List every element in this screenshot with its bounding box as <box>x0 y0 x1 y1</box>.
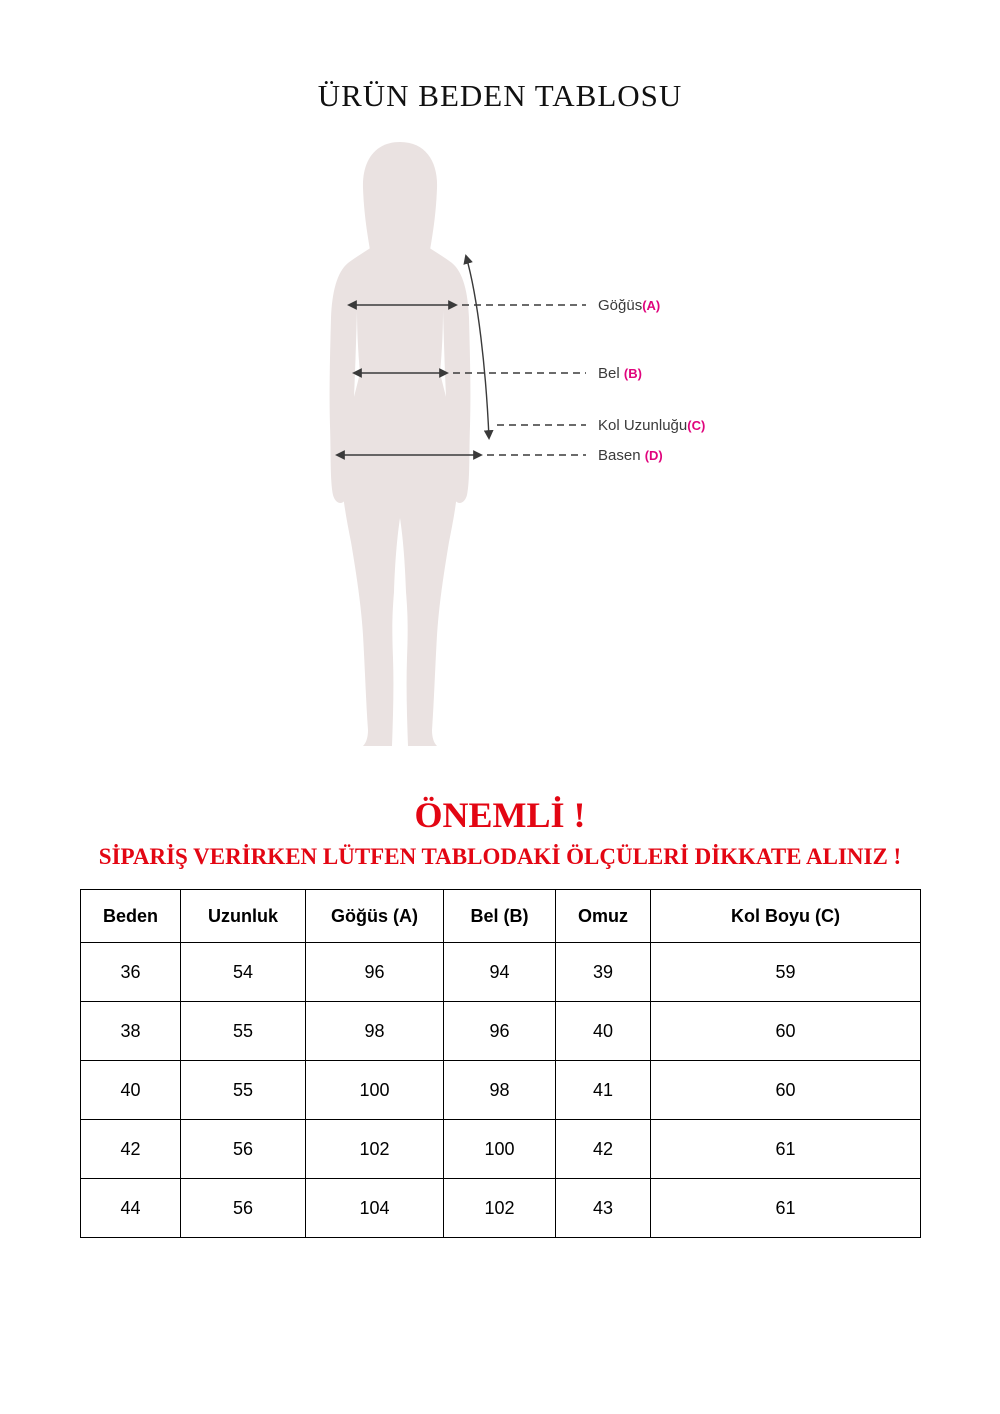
table-cell: 94 <box>444 943 556 1002</box>
measurement-letter: (C) <box>687 418 706 433</box>
table-cell: 60 <box>651 1061 921 1120</box>
measurement-label-arm <box>598 417 705 434</box>
table-row <box>81 1179 921 1238</box>
measurement-letter: (A) <box>642 298 661 313</box>
size-table-wrapper <box>80 889 920 1238</box>
table-row <box>81 1002 921 1061</box>
measurement-label-text: Kol Uzunluğu <box>598 417 688 434</box>
table-cell: 40 <box>81 1061 181 1120</box>
body-diagram-svg <box>0 130 1000 770</box>
measurement-label-text: Göğüs <box>598 297 643 314</box>
table-cell: 59 <box>651 943 921 1002</box>
order-warning-text: SİPARİŞ VERİRKEN LÜTFEN TABLODAKİ ÖLÇÜLERİ DİKKATE ALINIZ ! <box>98 844 902 869</box>
measurement-label-hip <box>598 447 663 464</box>
measurement-label-waist <box>598 365 642 382</box>
table-cell: 55 <box>181 1002 306 1061</box>
table-cell: 104 <box>306 1179 444 1238</box>
column-header: Uzunluk <box>181 890 306 943</box>
table-cell: 102 <box>444 1179 556 1238</box>
table-cell: 60 <box>651 1002 921 1061</box>
important-heading: ÖNEMLİ ! <box>414 795 586 835</box>
column-header: Beden <box>81 890 181 943</box>
body-silhouette-body <box>330 236 471 746</box>
column-header: Kol Boyu (C) <box>651 890 921 943</box>
size-table <box>80 889 921 1238</box>
table-cell: 43 <box>556 1179 651 1238</box>
table-row <box>81 1061 921 1120</box>
table-cell: 61 <box>651 1179 921 1238</box>
table-cell: 96 <box>306 943 444 1002</box>
table-cell: 44 <box>81 1179 181 1238</box>
measurement-label-text: Basen <box>598 447 645 464</box>
column-header: Omuz <box>556 890 651 943</box>
table-cell: 40 <box>556 1002 651 1061</box>
table-cell: 102 <box>306 1120 444 1179</box>
page-title: ÜRÜN BEDEN TABLOSU <box>317 78 683 113</box>
table-cell: 36 <box>81 943 181 1002</box>
table-cell: 98 <box>306 1002 444 1061</box>
size-table-header <box>81 890 921 943</box>
table-cell: 100 <box>306 1061 444 1120</box>
table-cell: 96 <box>444 1002 556 1061</box>
table-cell: 41 <box>556 1061 651 1120</box>
table-row <box>81 1120 921 1179</box>
measurement-label-text: Bel <box>598 365 624 382</box>
table-cell: 42 <box>556 1120 651 1179</box>
table-cell: 39 <box>556 943 651 1002</box>
table-cell: 42 <box>81 1120 181 1179</box>
measurement-letter: (D) <box>644 448 663 463</box>
table-cell: 55 <box>181 1061 306 1120</box>
table-cell: 56 <box>181 1179 306 1238</box>
table-cell: 54 <box>181 943 306 1002</box>
table-cell: 98 <box>444 1061 556 1120</box>
measurement-label-chest <box>598 297 660 314</box>
measurement-diagram <box>0 130 1000 770</box>
measurement-letter: (B) <box>623 366 642 381</box>
column-header: Göğüs (A) <box>306 890 444 943</box>
table-cell: 56 <box>181 1120 306 1179</box>
column-header: Bel (B) <box>444 890 556 943</box>
table-cell: 61 <box>651 1120 921 1179</box>
table-cell: 38 <box>81 1002 181 1061</box>
table-cell: 100 <box>444 1120 556 1179</box>
table-row <box>81 943 921 1002</box>
size-table-body <box>81 943 921 1238</box>
